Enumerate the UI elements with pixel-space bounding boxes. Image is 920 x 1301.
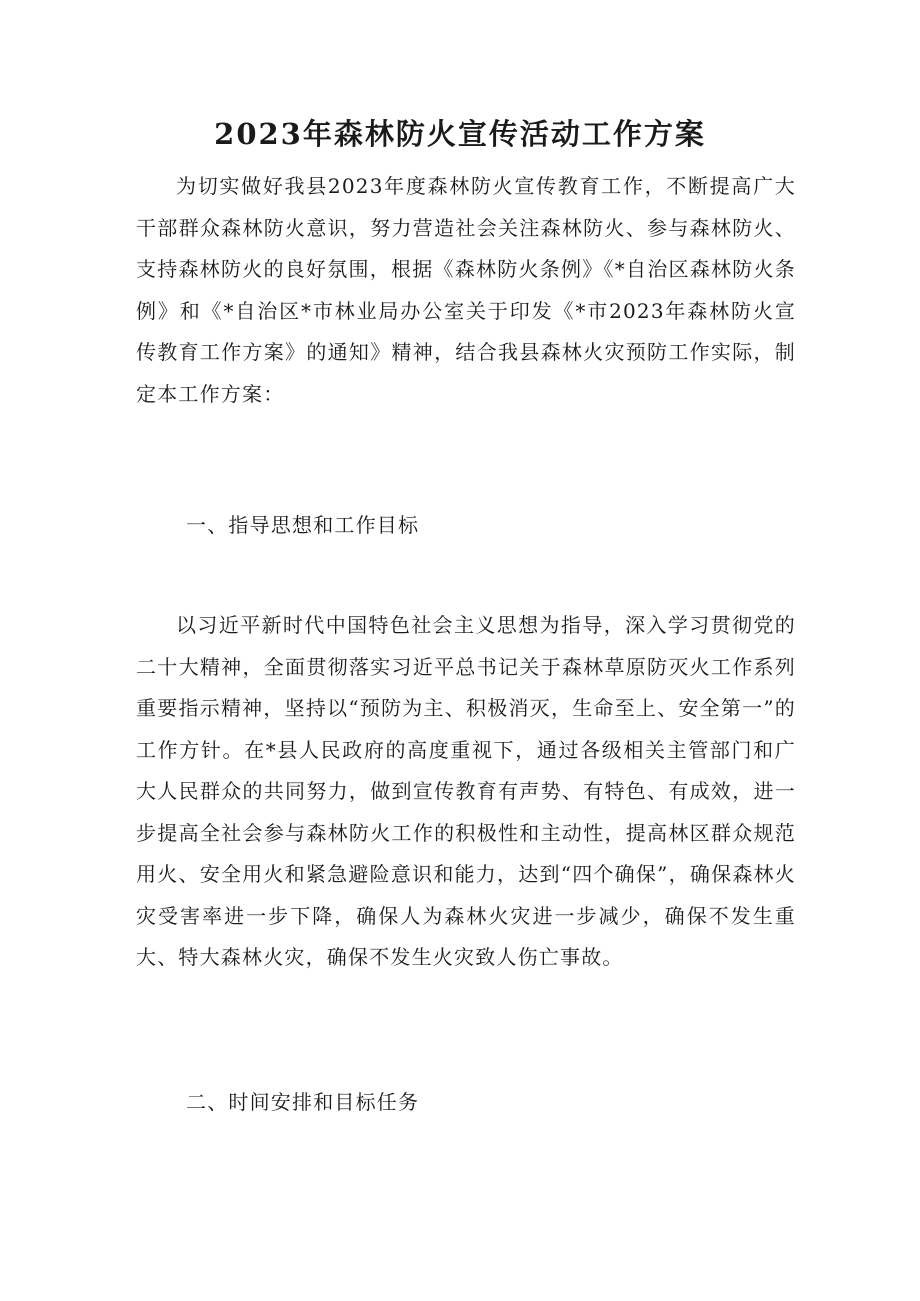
section-body-guiding-ideology: 以习近平新时代中国特色社会主义思想为指导，深入学习贯彻党的二十大精神，全面贯彻落实习近平总书记关于森林草原防灭火工作系列重要指示精神，坚持以“预防为主、积极消灭，生命至上、安全第一”的工作方针。在*县人民政府的高度重视下，通过各级相关主管部门和广大人民群众的共同努力，做到宣传教育有声势、有特色、有成效，进一步提高全社会参与森林防火工作的积极性和主动性，提高林区群众规范用火、安全用火和紧急避险意识和能力，达到“四个确保”，确保森林火灾受害率进一步下降，确保人为森林火灾进一步减少，确保不发生重大、特大森林火灾，确保不发生火灾致人伤亡事故。	[136, 613, 796, 969]
document-title: 2023年森林防火宣传活动工作方案	[214, 117, 706, 151]
section-heading-guiding-ideology: 一、指导思想和工作目标	[186, 513, 420, 537]
section-heading-schedule-tasks: 二、时间安排和目标任务	[186, 1090, 420, 1114]
intro-paragraph: 为切实做好我县2023年度森林防火宣传教育工作，不断提高广大干部群众森林防火意识，努力营造社会关注森林防火、参与森林防火、支持森林防火的良好氛围，根据《森林防火条例》《*自治区森林防火条例》和《*自治区*市林业局办公室关于印发《*市2023年森林防火宣传教育工作方案》的通知》精神，结合我县森林火灾预防工作实际，制定本工作方案：	[136, 174, 796, 406]
